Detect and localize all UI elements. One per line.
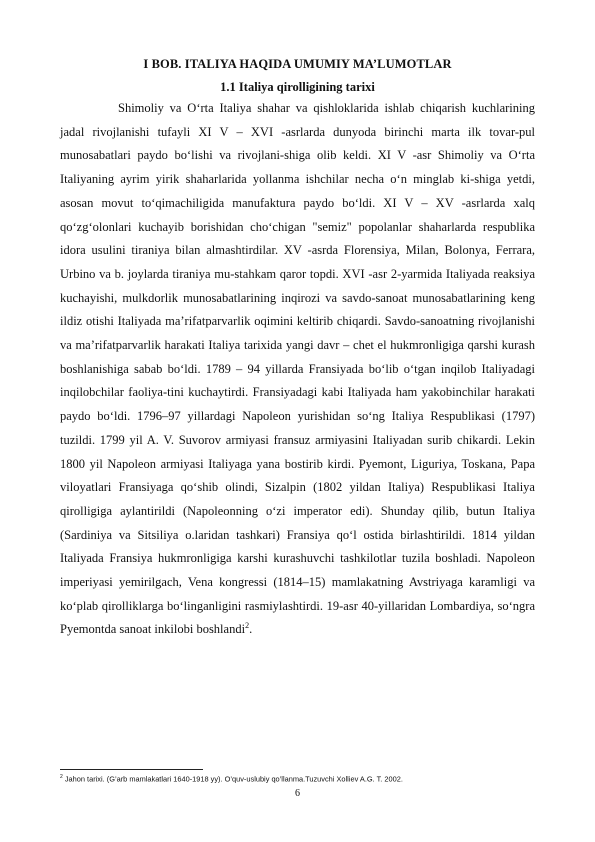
body-paragraph: Shimoliy va O‘rta Italiya shahar va qishloklarida ishlab chiqarish kuchlarining jadal rivojlanishi tufayli XI V – XVI -asrlarda dunyoda birinchi marta ilk tovar-pul munosabatlari paydo bo‘lishi va rivojlani-shiga olib keldi. XI V -asr Shimoliy va O‘rta Italiyaning ayrim yirik shaharlarida yollanma ishchilar necha o‘n minglab ki-shiga yetdi, asosan movut to‘qimachiligida manufaktura paydo bo‘ldi. XI V – XV -asrlarda xalq qo‘zg‘olonlari kuchayib borishidan cho‘chigan "semiz" popolanlar shaharlarda respublika idora usulini tiraniya bilan almashtirdilar. XV -asrda Florensiya, Milan, Bolonya, Ferrara, Urbino va b. joylarda tiraniya mu-stahkam qaror topdi. XVI -asr 2-yarmida Italiyada reaksiya kuchayishi, mulkdorlik munosabatlarining inqirozi va savdo-sanoat munosabatlarining keng ildiz otishi Italiyada ma’rifatparvarlik oqimini keltirib chiqardi. Savdo-sanoatning rivojlanishi va ma’rifatparvarlik harakati Italiya tarixida yangi davr – chet el hukmronligiga qarshi kurash boshlanishiga sabab bo‘ldi. 1789 – 94 yillarda Fransiyada bo‘lib o‘tgan inqilob Italiyadagi inqilobchilar faoliya-tini kuchaytirdi. Fransiyadagi kabi Italiyada ham yakobinchilar harakati paydo bo‘ldi. 1796–97 yillardagi Napoleon yurishidan so‘ng Italiya Respublikasi (1797) tuzildi. 1799 yil A. V. Suvorov armiyasi fransuz armiyasini Italiyadan surib chikardi. Lekin 1800 yil Napoleon armiyasi Italiyaga yana bostirib kirdi. Pyemont, Liguriya, Toskana, Papa viloyatlari Fransiyaga qo‘shib olindi, Sizalpin (1802 yildan Italiya) Respublikasi Italiya qirolligiga aylantirildi (Napoleonning o‘zi imperator edi). Shunday qilib, butun Italiya (Sardiniya va Sitsiliya o.laridan tashkari) Fransiya qo‘l ostida birlashtirildi. 1814 yildan Italiyada Fransiya hukmronligiga karshi kurashuvchi tashkilotlar tuzila boshladi. Napoleon imperiyasi yemirilgach, Vena kongressi (1814–15) mamlakatning Avstriyaga karamligi va ko‘plab qirolliklarga bo‘linganligini rasmiylashtirdi. 19-asr 40-yillaridan Lombardiya, so‘ngra Pyemontda sanoat inkilobi boshlandi$^2$. — [60, 101, 535, 637]
footnote-divider — [60, 769, 203, 770]
chapter-title: I BOB. ITALIYA HAQIDA UMUMIY MA’LUMOTLAR — [143, 57, 452, 71]
body-text: Shimoliy va O‘rta Italiya shahar va qishloklarida ishlab chiqarish kuchlarining jadal rivojlanishi tufayli XI V – XVI -asrlarda dunyoda birinchi marta ilk tovar-pul munosabatlari paydo bo‘lishi va rivojlani-shiga olib keldi. XI V -asr Shimoliy va O‘rta Italiyaning ayrim yirik shaharlarida yollanma ishchilar necha o‘n minglab ki-shiga yetdi, asosan movut to‘qimachiligida manufaktura paydo bo‘ldi. XI V – XV -asrlarda xalq qo‘zg‘olonlari kuchayib borishidan cho‘chigan "semiz" popolanlar shaharlarda respublika idora usulini tiraniya bilan almashtirdilar. XV -asrda Florensiya, Milan, Bolonya, Ferrara, Urbino va b. joylarda tiraniya mu-stahkam qaror topdi. XVI -asr 2-yarmida Italiyada reaksiya kuchayishi, mulkdorlik munosabatlarining inqirozi va savdo-sanoat munosabatlarining keng ildiz otishi Italiyada ma’rifatparvarlik oqimini keltirib chiqardi. Savdo-sanoatning rivojlanishi va ma’rifatparvarlik harakati Italiya tarixida yangi davr – chet el hukmronligiga qarshi kurash boshlanishiga sabab bo‘ldi. 1789 – 94 yillarda Fransiyada bo‘lib o‘tgan inqilob Italiyadagi inqilobchilar faoliya-tini kuchaytirdi. Fransiyadagi kabi Italiyada ham yakobinchilar harakati paydo bo‘ldi. 1796–97 yillardagi Napoleon yurishidan so‘ng Italiya Respublikasi (1797) tuzildi. 1799 yil A. V. Suvorov armiyasi fransuz armiyasini Italiyadan surib chikardi. Lekin 1800 yil Napoleon armiyasi Italiyaga yana bostirib kirdi. Pyemont, Liguriya, Toskana, Papa viloyatlari Fransiyaga qo‘shib olindi, Sizalpin (1802 yildan Italiya) Respublikasi Italiya qirolligiga aylantirildi (Napoleonning o‘zi imperator edi). Shunday qilib, butun Italiya (Sardiniya va Sitsiliya o.laridan tashkari) Fransiya qo‘l ostida birlashtirildi. 1814 yildan Italiyada Fransiya hukmronligiga karshi kurashuvchi tashkilotlar tuzila boshladi. Napoleon imperiyasi yemirilgach, Vena kongressi (1814–15) mamlakatning Avstriyaga karamligi va ko‘plab qirolliklarga bo‘linganligini rasmiylashtirdi. 19-asr 40-yillaridan Lombardiya, so‘ngra Pyemontda sanoat inkilobi boshlandi — [60, 101, 535, 637]
footnote — [60, 774, 540, 783]
footnote-text: Jahon tarixi. (G’arb mamlakatlari 1640-1918 yy). O’quv-uslubiy qo’llanma.Tuzuvchi Xolliev A.G. T. 2002. — [62, 774, 403, 784]
page-number: 6 — [295, 788, 300, 799]
footnote-marker: 2 — [60, 774, 63, 780]
section-title: 1.1 Italiya qirolligining tarixi — [220, 80, 375, 94]
footnote-reference[interactable]: 2 — [245, 621, 250, 631]
